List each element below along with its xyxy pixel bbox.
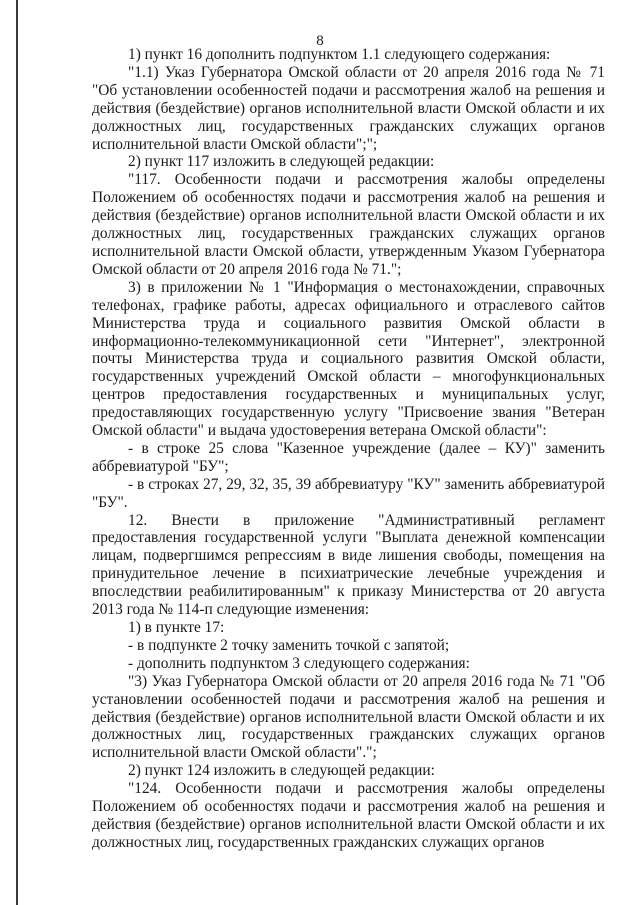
paragraph: "1.1) Указ Губернатора Омской области от 20 апреля 2016 года № 71 "Об установлении особенностей подачи и рассмотрения жалоб на решения и действия (бездействие) органов исполнительной власти Омской области и их должностных лиц, государственных гражданских служащих органов исполнительной власти Омской области";"; bbox=[92, 63, 605, 153]
paragraph: - дополнить подпунктом 3 следующего содержания: bbox=[128, 654, 470, 672]
page-number: 8 bbox=[316, 33, 324, 49]
paragraph: - в подпункте 2 точку заменить точкой с запятой; bbox=[128, 636, 450, 654]
paragraph: "3) Указ Губернатора Омской области от 20 апреля 2016 года № 71 "Об установлении особенностей подачи и рассмотрения жалоб на решения и действия (бездействие) органов исполнительной власти Омской области и их должностных лиц, государственных гражданских служащих органов исполнительной власти Омской области"."; bbox=[92, 672, 605, 762]
paragraph: 1) в пункте 17: bbox=[128, 619, 225, 636]
document-body bbox=[92, 46, 605, 852]
paragraph: - в строке 25 слова "Казенное учреждение (далее – КУ)" заменить аббревиатурой "БУ"; bbox=[92, 439, 605, 475]
paragraph: 12. Внести в приложение "Административный регламент предоставления государственной услуги "Выплата денежной компенсации лицам, подвергшимся репрессиям в виде лишения свободы, помещения на принудительное лечение в психиатрические лечебные учреждения и впоследствии реабилитированным" к приказу Министерства от 20 августа 2013 года № 114-п следующие изменения: bbox=[92, 511, 605, 619]
paragraph: "124. Особенности подачи и рассмотрения жалобы определены Положением об особенностях подачи и рассмотрения жалоб на решения и действия (бездействие) органов исполнительной власти Омской области и их должностных лиц, государственных гражданских служащих органов bbox=[92, 780, 605, 851]
paragraph: 2) пункт 117 изложить в следующей редакции: bbox=[128, 153, 435, 171]
paragraph: "117. Особенности подачи и рассмотрения жалобы определены Положением об особенностях подачи и рассмотрения жалоб на решения и действия (бездействие) органов исполнительной власти Омской области и их должностных лиц, государственных гражданских служащих органов исполнительной власти Омской области, утвержденным Указом Губернатора Омской области от 20 апреля 2016 года № 71."; bbox=[92, 171, 605, 278]
paragraph: 1) пункт 16 дополнить подпунктом 1.1 следующего содержания: bbox=[128, 46, 551, 63]
paragraph: 2) пункт 124 изложить в следующей редакции: bbox=[128, 762, 435, 780]
paragraph: - в строках 27, 29, 32, 35, 39 аббревиатуру "КУ" заменить аббревиатурой "БУ". bbox=[92, 475, 605, 511]
scan-left-edge bbox=[16, 0, 18, 905]
paragraph: 3) в приложении № 1 "Информация о местонахождении, справочных телефонах, графике работы, адресах официального и отраслевого сайтов Министерства труда и социального развития Омской области в информационно-телекоммуникационной сети "Интернет", электронной почты Министерства труда и социального развития Омской области, государственных учреждений Омской области – многофункциональных центров предоставления государственных и муниципальных услуг, предоставляющих государственную услугу "Присвоение звания "Ветеран Омской области" и выдача удостоверения ветерана Омской области": bbox=[92, 278, 605, 440]
